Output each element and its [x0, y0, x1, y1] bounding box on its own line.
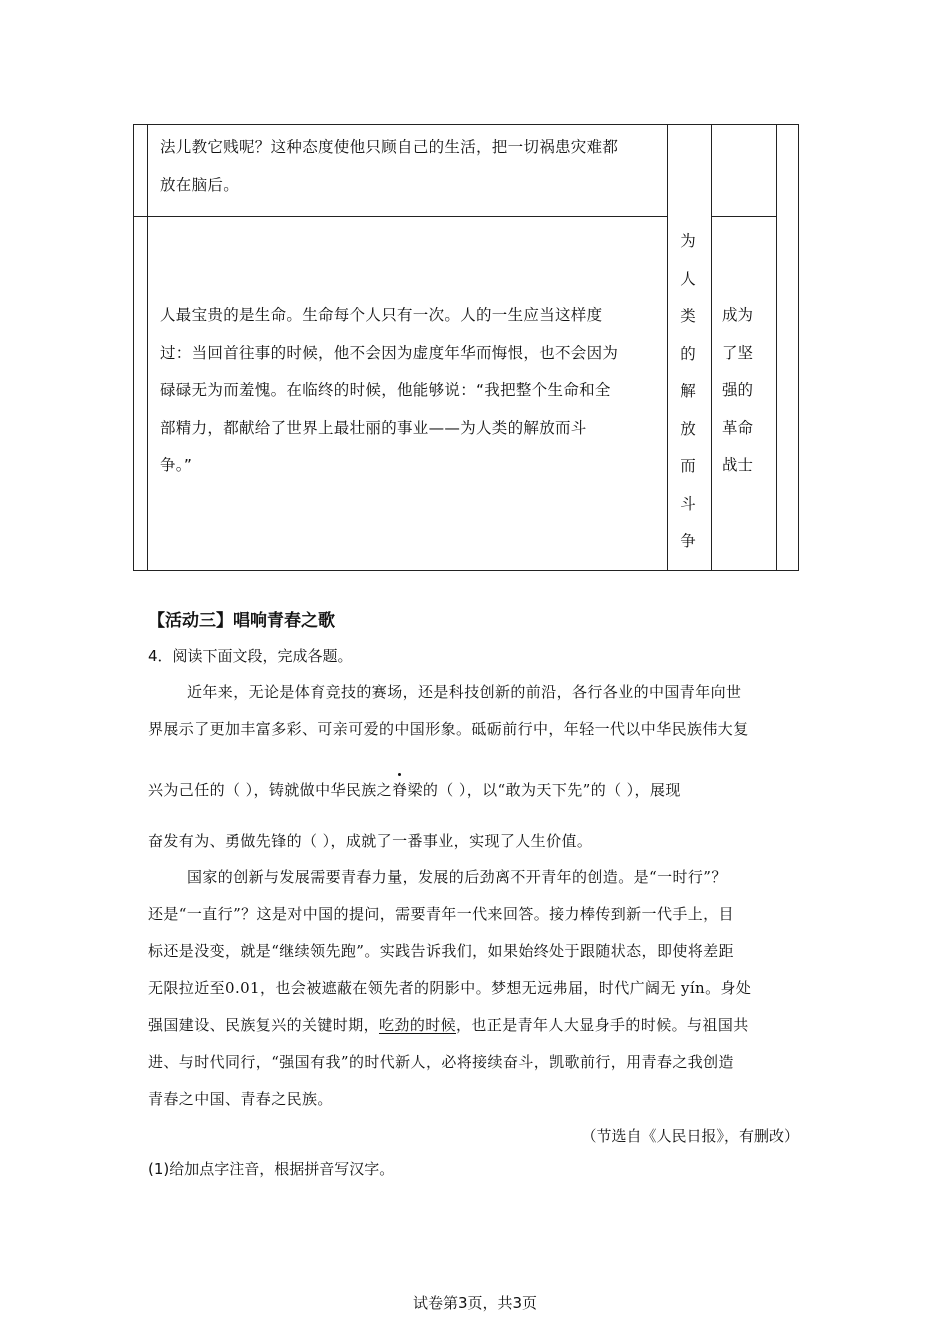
page-footer: 试卷第3页，共3页 [412, 1294, 538, 1312]
pursuit-char: 的 [680, 344, 696, 363]
text-line: 法儿教它贱呢？这种态度使他只顾自己的生活，把一切祸患灾难都 [160, 138, 619, 156]
table-border [667, 125, 668, 570]
passage-line: 奋发有为、勇做先锋的（ ），成就了一番事业，实现了人生价值。 [148, 832, 593, 850]
text-line: 争。” [160, 456, 193, 474]
passage-text: 兴为己任的（ ），铸就做中华民族之 [148, 781, 393, 799]
result-line: 革命 [722, 418, 754, 437]
subquestion: (1)给加点字注音，根据拼音写汉字。 [148, 1160, 395, 1178]
pursuit-column [673, 223, 703, 561]
passage-line: 无限拉近至0.01，也会被遮蔽在领先者的阴影中。梦想无远弗届，时代广阔无 yín。身处 [148, 979, 752, 997]
table-border [147, 125, 148, 570]
pursuit-char: 争 [680, 532, 696, 550]
underlined-phrase: 吃劲的时候 [379, 1016, 457, 1034]
row2-text [160, 297, 618, 485]
passage-line: 界展示了更加丰富多彩、可亲可爱的中国形象。砥砺前行中，年轻一代以中华民族伟大复 [148, 720, 749, 738]
table-border [776, 125, 777, 570]
excerpt-table [133, 124, 799, 571]
pursuit-char: 为 [680, 232, 696, 250]
result-line: 强的 [722, 381, 754, 399]
passage-line [148, 779, 681, 800]
table-border [711, 216, 776, 217]
text-line: 部精力，都献给了世界上最壮丽的事业——为人类的解放而斗 [160, 418, 587, 437]
result-line: 成为 [722, 306, 754, 324]
pursuit-char: 类 [680, 307, 696, 325]
activity-heading: 【活动三】唱响青春之歌 [148, 611, 335, 631]
passage-line: 近年来，无论是体育竞技的赛场，还是科技创新的前沿，各行各业的中国青年向世 [187, 683, 742, 701]
table-border [711, 125, 712, 570]
table-border [134, 216, 667, 217]
passage-text: ，也正是青年人大显身手的时候。与祖国共 [456, 1016, 749, 1034]
row1-text [160, 129, 618, 204]
pursuit-char: 斗 [680, 494, 696, 513]
passage-text: 强国建设、民族复兴的关键时期， [148, 1016, 380, 1034]
source-note: （节选自《人民日报》，有删改） [581, 1127, 799, 1145]
pursuit-char: 放 [680, 419, 696, 438]
result-column [722, 297, 772, 485]
dotted-char: 脊 [392, 781, 408, 799]
text-line: 人最宝贵的是生命。生命每个人只有一次。人的一生应当这样度 [160, 306, 603, 324]
passage-line: 标还是没变，就是“继续领先跑”。实践告诉我们，如果始终处于跟随状态，即使将差距 [148, 942, 734, 960]
text-line: 放在脑后。 [160, 175, 240, 194]
result-line: 战士 [722, 456, 754, 474]
question-prompt: 4．阅读下面文段，完成各题。 [148, 647, 353, 665]
pursuit-char: 解 [680, 382, 696, 400]
passage-line: 青春之中国、青春之民族。 [148, 1090, 333, 1108]
passage-line: 进、与时代同行，“强国有我”的时代新人，必将接续奋斗，凯歌前行，用青春之我创造 [148, 1053, 734, 1071]
pursuit-char: 人 [680, 269, 696, 288]
passage-line [148, 1014, 749, 1035]
text-line: 过：当回首往事的时候，他不会因为虚度年华而悔恨，也不会因为 [160, 343, 619, 362]
passage-line: 还是“一直行”？这是对中国的提问，需要青年一代来回答。接力棒传到新一代手上，目 [148, 905, 734, 923]
passage-text: 梁的（ ），以“敢为天下先”的（ ），展现 [407, 781, 681, 799]
passage-line: 国家的创新与发展需要青春力量，发展的后劲离不开青年的创造。是“一时行”？ [187, 868, 727, 886]
text-line: 碌碌无为而羞愧。在临终的时候，他能够说：“我把整个生命和全 [160, 381, 611, 399]
pursuit-char: 而 [680, 457, 696, 475]
result-line: 了坚 [722, 343, 754, 362]
